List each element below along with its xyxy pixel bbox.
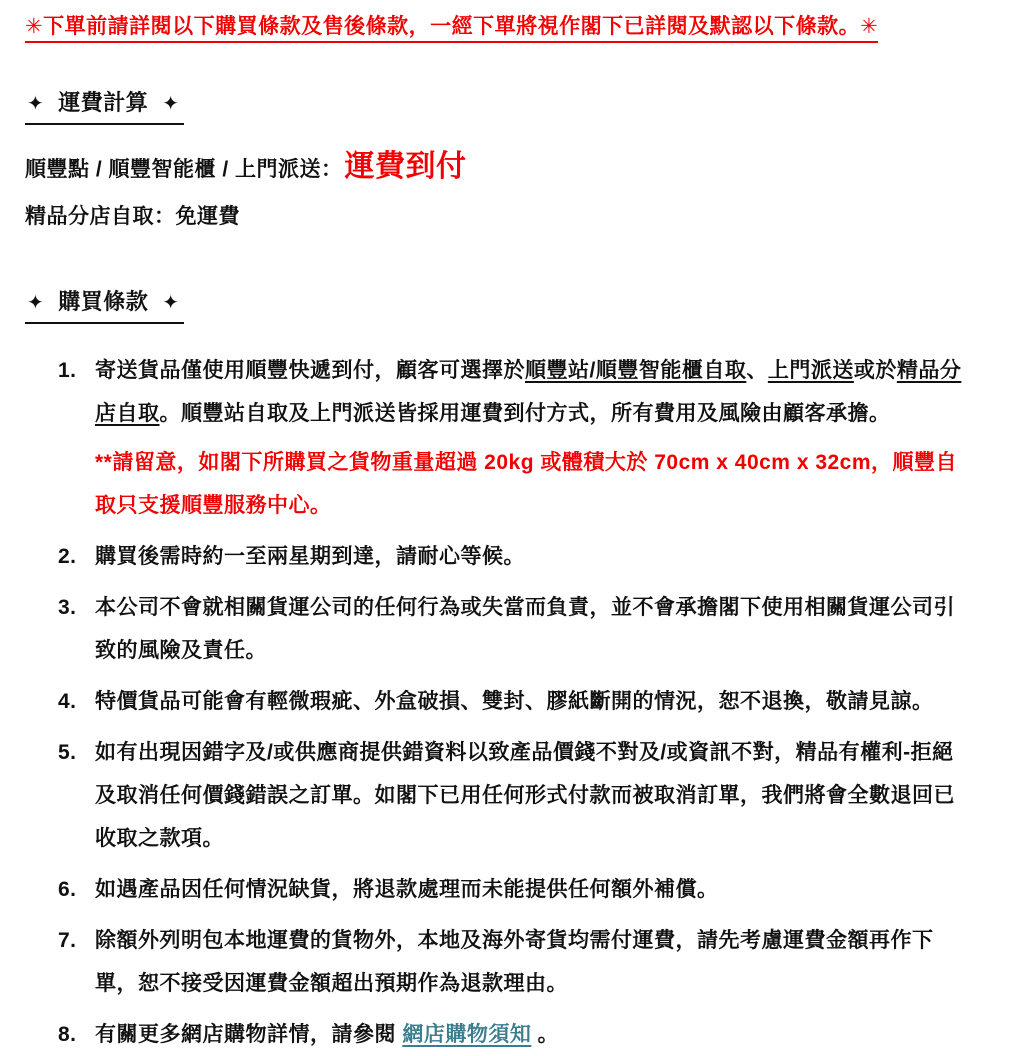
four-pointed-star-icon: ✦	[162, 93, 180, 116]
term-text-segment: 或於	[853, 359, 897, 383]
asterisk-icon: ✳	[860, 15, 879, 38]
term-text-segment: 有關更多網店購物詳情，請參閱	[95, 1023, 403, 1047]
term-text: 購買後需時約一至兩星期到達，請耐心等候。	[95, 545, 525, 569]
term-item-5	[58, 731, 986, 860]
four-pointed-star-icon: ✦	[162, 292, 180, 315]
terms-list	[25, 349, 986, 1056]
term-text-segment: 寄送貨品僅使用順豐快遞到付，顧客可選擇於	[95, 359, 525, 383]
term-number: 1.	[58, 359, 77, 383]
term-text-underlined-segment: 上門派送	[767, 359, 854, 383]
terms-page	[25, 14, 986, 1056]
purchase-terms-heading	[25, 285, 986, 324]
term-text: 特價貨品可能會有輕微瑕疵、外盒破損、雙封、膠紙斷開的情況，恕不退換，敬請見諒。	[95, 690, 934, 714]
term-item-6	[58, 868, 986, 911]
term-text-segment: 。	[531, 1023, 560, 1047]
term-number: 8.	[58, 1023, 77, 1047]
term-number: 5.	[58, 741, 77, 765]
courier-fee-line	[25, 145, 986, 189]
notice-banner	[25, 14, 986, 40]
store-pickup-line: 精品分店自取：免運費	[25, 204, 240, 228]
term-text	[95, 349, 975, 435]
term-number: 6.	[58, 878, 77, 902]
term-item-4	[58, 680, 986, 723]
shipping-fee-heading-title: 運費計算	[58, 90, 149, 116]
term-text: 本公司不會就相關貨運公司的任何行為或失當而負責，並不會承擔閣下使用相關貨運公司引致的風險及責任。	[95, 596, 955, 663]
asterisk-icon: ✳	[25, 15, 44, 38]
four-pointed-star-icon: ✦	[27, 93, 45, 116]
courier-fee-value: 運費到付	[344, 150, 467, 184]
term-text: 除額外列明包本地運費的貨物外，本地及海外寄貨均需付運費，請先考慮運費金額再作下單，恕不接受因運費金額超出預期作為退款理由。	[95, 929, 934, 996]
term-text-underlined-segment: 順豐站/順豐智能櫃自取	[525, 359, 747, 383]
term-text-underlined-segment: 精品分店自取	[95, 359, 962, 426]
four-pointed-star-icon: ✦	[27, 292, 45, 315]
notice-text: 下單前請詳閱以下購買條款及售後條款，一經下單將視作閣下已詳閱及默認以下條款。	[43, 15, 861, 38]
term-text	[95, 1013, 975, 1056]
term-text-segment: 。順豐站自取及上門派送皆採用運費到付方式，所有費用及風險由顧客承擔。	[159, 402, 891, 426]
term-text: 如遇產品因任何情況缺貨，將退款處理而未能提供任何額外補償。	[95, 878, 719, 902]
term-text: 如有出現因錯字及/或供應商提供錯資料以致產品價錢不對及/或資訊不對，精品有權利-拒絕及取消任何價錢錯誤之訂單。如閣下已用任何形式付款而被取消訂單，我們將會全數退回已收取之款項。	[95, 741, 955, 851]
term-item-7	[58, 919, 986, 1005]
weight-limit-warning: **請留意，如閣下所購買之貨物重量超過 20kg 或體積大於 70cm x 40cm x 32cm，順豐自取只支援順豐服務中心。	[95, 451, 958, 518]
term-item-1	[58, 349, 986, 527]
term-number: 4.	[58, 690, 77, 714]
online-shopping-guide-link[interactable]: 網店購物須知	[402, 1023, 532, 1047]
purchase-terms-heading-title: 購買條款	[58, 289, 149, 315]
term-number: 3.	[58, 596, 77, 620]
term-item-3	[58, 586, 986, 672]
courier-fee-label: 順豐點 / 順豐智能櫃 / 上門派送：	[25, 158, 343, 182]
shipping-fee-heading	[25, 86, 986, 125]
term-number: 2.	[58, 545, 77, 569]
term-item-2	[58, 535, 986, 578]
term-item-8	[58, 1013, 986, 1056]
term-number: 7.	[58, 929, 77, 953]
term-text-segment: 、	[746, 359, 768, 383]
